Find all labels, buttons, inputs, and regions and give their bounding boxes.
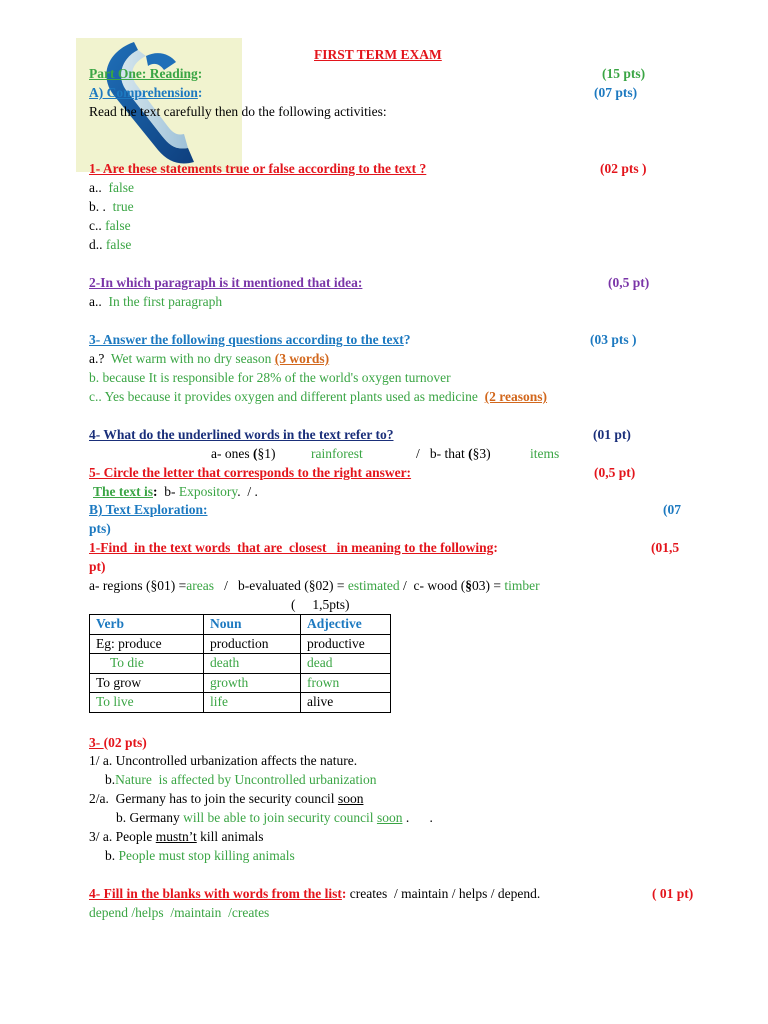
q4-a-label-text: a- ones: [211, 446, 253, 461]
table-header-noun: Noun: [204, 615, 301, 635]
e3-sentence-3b: [105, 847, 295, 864]
table-cell: production: [204, 634, 301, 654]
table-cell: productive: [301, 634, 391, 654]
q3-points: (03 pts ): [590, 332, 637, 347]
q4-answer-a: rainforest: [311, 446, 363, 461]
e4-colon: :: [341, 886, 347, 901]
e3-s3a-underlined: mustn’t: [155, 829, 197, 844]
q5-title: 5- Circle the letter that corresponds to the right answer:: [89, 465, 412, 480]
q4-a-label-paren: (: [252, 446, 258, 461]
exploration-points-1: (07: [663, 502, 681, 517]
q3-answer-c: [89, 388, 547, 405]
e4-heading: [89, 885, 540, 902]
e3-s1b-prefix: b.: [105, 772, 116, 787]
e3-s2b-tail: . .: [402, 810, 433, 825]
q4-answer-b-label: [416, 445, 491, 462]
q1-answer-d: [89, 236, 131, 253]
e1-c-label-section: §: [465, 578, 472, 593]
q5-lead: The text is: [93, 484, 153, 499]
e4-title: 4- Fill in the blanks with words from the list: [89, 886, 342, 901]
e3-sentence-1a: 1/ a. Uncontrolled urbanization affects the nature.: [89, 753, 358, 768]
exploration-points-2: pts): [89, 521, 111, 536]
e2-points: ( 1,5pts): [291, 597, 350, 612]
q3-answer-a: [89, 350, 329, 367]
e1-b-answer: estimated: [347, 578, 400, 593]
e3-title-points: (02 pts): [103, 735, 147, 750]
e3-s3a-text: 3/ a. People: [89, 829, 156, 844]
q4-title: 4- What do the underlined words in the text refer to?: [89, 427, 394, 442]
table-row: [90, 634, 391, 654]
q1-answer-d-prefix: d..: [89, 237, 106, 252]
e3-s2b-answer: will be able to join security council: [183, 810, 377, 825]
e1-a-answer: areas: [186, 578, 214, 593]
e1-c-answer: timber: [504, 578, 540, 593]
e1-colon: :: [493, 540, 498, 555]
exam-title: FIRST TERM EXAM: [314, 47, 442, 62]
e3-sentence-2b: [116, 809, 433, 826]
comprehension-colon: :: [197, 85, 203, 100]
e3-s2a-underlined: soon: [337, 791, 364, 806]
q3-answer-a-note: (3 words): [274, 351, 330, 366]
table-cell: To die: [90, 654, 204, 674]
part-one-label: Part One: Reading: [89, 66, 198, 81]
q2-answer: [89, 293, 222, 310]
q5-points: (0,5 pt): [594, 465, 636, 480]
table-cell: growth: [204, 673, 301, 693]
q1-points: (02 pts ): [600, 161, 647, 176]
q5-answer-value: Expository: [178, 484, 238, 499]
q3-answer-c-note: (2 reasons): [484, 389, 548, 404]
table-cell: To grow: [90, 673, 204, 693]
q4-answer-a-label: [211, 445, 275, 462]
q3-heading: [89, 331, 411, 348]
e3-s1b-answer: Nature is affected by Uncontrolled urbanization: [115, 772, 377, 787]
q3-answer-c-value: c.. Yes because it provides oxygen and different plants used as medicine: [89, 389, 485, 404]
e3-sentence-1b: [105, 771, 377, 788]
q1-answer-d-value: false: [105, 237, 132, 252]
q1-answer-b-prefix: b. .: [89, 199, 113, 214]
e3-s2b-underlined: soon: [376, 810, 403, 825]
q4-answer-b: items: [530, 446, 560, 461]
e3-title-number: 3-: [89, 735, 104, 750]
table-cell: death: [204, 654, 301, 674]
comprehension-label: A) Comprehension: [89, 85, 198, 100]
e1-c-label: / c- wood (: [399, 578, 466, 593]
part-one-heading: [89, 65, 202, 82]
part-one-colon: :: [197, 66, 203, 81]
q5-colon: :: [153, 484, 158, 499]
q3-answer-a-prefix: a.?: [89, 351, 111, 366]
q5-answer: [93, 483, 258, 500]
q5-tail: . / .: [237, 484, 258, 499]
table-cell: Eg: produce: [90, 634, 204, 654]
table-header-row: [90, 615, 391, 635]
q1-answer-a-prefix: a..: [89, 180, 109, 195]
q1-answer-b-value: true: [112, 199, 134, 214]
q4-a-label-section: §1): [257, 446, 276, 461]
q4-b-label-section: §3): [472, 446, 491, 461]
q4-points: (01 pt): [593, 427, 631, 442]
part-one-points: (15 pts): [602, 66, 646, 81]
e1-points-2: pt): [89, 559, 106, 574]
q4-b-label-paren: (: [468, 446, 473, 461]
q1-answer-c: [89, 217, 131, 234]
e3-sentence-3a: [89, 828, 264, 845]
e3-heading: [89, 734, 147, 751]
e1-c-label-2: 03) =: [472, 578, 505, 593]
e3-s3b-answer: People must stop killing animals: [118, 848, 295, 863]
e3-s2a-text: 2/a. Germany has to join the security council: [89, 791, 338, 806]
instruction-text: Read the text carefully then do the following activities:: [89, 104, 387, 119]
q2-title: 2-In which paragraph is it mentioned that idea:: [89, 275, 363, 290]
table-cell: life: [204, 693, 301, 713]
e1-title: 1-Find in the text words that are closest in meaning to the following: [89, 540, 494, 555]
q1-answer-a-value: false: [108, 180, 134, 195]
q3-title: 3- Answer the following questions according to the text: [89, 332, 404, 347]
comprehension-heading: [89, 84, 202, 101]
q2-answer-value: In the first paragraph: [108, 294, 223, 309]
q1-title: 1- Are these statements true or false according to the text ?: [89, 161, 427, 176]
q1-answer-c-prefix: c..: [89, 218, 106, 233]
q1-answer-c-value: false: [105, 218, 131, 233]
table-cell: To live: [90, 693, 204, 713]
table-row: [90, 654, 391, 674]
table-row: [90, 693, 391, 713]
e1-points-1: (01,5: [651, 540, 680, 555]
q5-b-prefix: b-: [157, 484, 179, 499]
e3-s3a-text-2: kill animals: [196, 829, 264, 844]
table-cell: frown: [301, 673, 391, 693]
word-form-table: [89, 614, 391, 713]
q4-b-label-text: / b- that: [416, 446, 469, 461]
q1-answer-b: [89, 198, 134, 215]
table-cell: alive: [301, 693, 391, 713]
comprehension-points: (07 pts): [594, 85, 638, 100]
e1-answers: [89, 577, 540, 594]
q1-answer-a: [89, 179, 134, 196]
q3-answer-a-value: Wet warm with no dry season: [110, 351, 275, 366]
table-cell: dead: [301, 654, 391, 674]
e1-b-label: / b-evaluated (§02) =: [213, 578, 348, 593]
q2-answer-prefix: a..: [89, 294, 109, 309]
table-header-adjective: Adjective: [301, 615, 391, 635]
e3-sentence-2a: [89, 790, 363, 807]
q2-points: (0,5 pt): [608, 275, 650, 290]
e1-a-label: a- regions (§01) =: [89, 578, 187, 593]
exploration-heading: B) Text Exploration:: [89, 502, 208, 517]
e3-s3b-prefix: b.: [105, 848, 119, 863]
e3-s2b-prefix: b. Germany: [116, 810, 184, 825]
table-header-verb: Verb: [90, 615, 204, 635]
table-row: [90, 673, 391, 693]
q3-answer-b: b. because It is responsible for 28% of the world's oxygen turnover: [89, 370, 451, 385]
q3-title-end: ?: [403, 332, 411, 347]
e4-points: ( 01 pt): [652, 886, 694, 901]
e4-word-list: creates / maintain / helps / depend.: [346, 886, 541, 901]
e1-heading: [89, 539, 498, 556]
e4-answer: depend /helps /maintain /creates: [89, 905, 270, 920]
